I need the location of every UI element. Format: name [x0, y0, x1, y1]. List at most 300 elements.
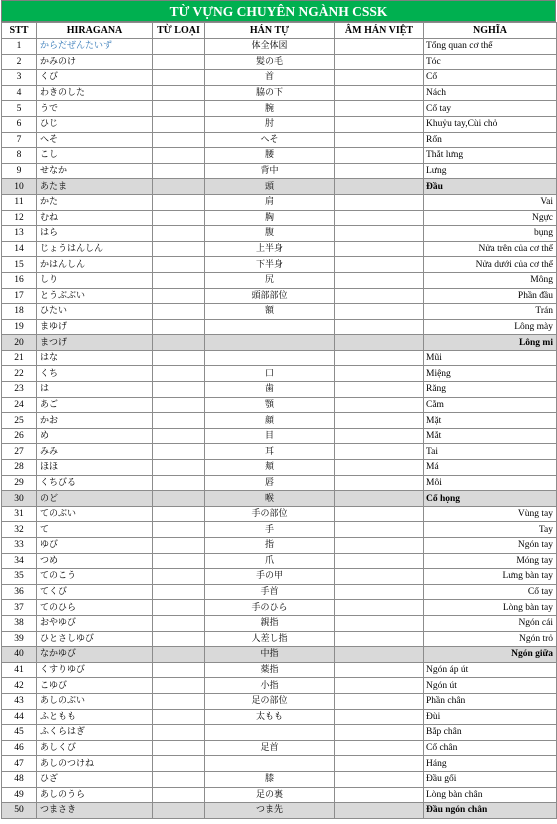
- tu-loai-cell: [153, 631, 205, 647]
- tu-loai-cell: [153, 771, 205, 787]
- nghia-cell: Nửa dưới của cơ thể: [424, 257, 557, 273]
- tu-loai-cell: [153, 538, 205, 554]
- table-row: [2, 397, 557, 413]
- nghia-cell: Mặt: [424, 413, 557, 429]
- am-han-viet-cell: [335, 600, 424, 616]
- am-han-viet-cell: [335, 553, 424, 569]
- han-tu-cell: 腕: [205, 101, 335, 117]
- nghia-cell: Tai: [424, 444, 557, 460]
- hiragana-cell: からだぜんたいず: [37, 39, 153, 55]
- hiragana-cell: てのこう: [37, 569, 153, 585]
- hiragana-cell: め: [37, 428, 153, 444]
- am-han-viet-cell: [335, 163, 424, 179]
- am-han-viet-cell: [335, 803, 424, 819]
- han-tu-cell: 歯: [205, 382, 335, 398]
- hiragana-cell: かみのけ: [37, 54, 153, 70]
- han-tu-cell: 髪の毛: [205, 54, 335, 70]
- han-tu-cell: 手のひら: [205, 600, 335, 616]
- stt-cell: 38: [2, 615, 37, 631]
- table-row: [2, 522, 557, 538]
- han-tu-cell: 人差し指: [205, 631, 335, 647]
- nghia-cell: Bắp chân: [424, 725, 557, 741]
- stt-cell: 43: [2, 693, 37, 709]
- table-row: [2, 210, 557, 226]
- table-row: [2, 132, 557, 148]
- tu-loai-cell: [153, 475, 205, 491]
- han-tu-cell: 額: [205, 304, 335, 320]
- nghia-cell: Cổ chân: [424, 740, 557, 756]
- stt-cell: 3: [2, 70, 37, 86]
- am-han-viet-cell: [335, 116, 424, 132]
- table-row: [2, 350, 557, 366]
- nghia-cell: Háng: [424, 756, 557, 772]
- stt-cell: 35: [2, 569, 37, 585]
- hiragana-cell: ほほ: [37, 460, 153, 476]
- table-row: [2, 226, 557, 242]
- hiragana-cell: おやゆび: [37, 615, 153, 631]
- table-row: [2, 709, 557, 725]
- tu-loai-cell: [153, 163, 205, 179]
- han-tu-cell: 中指: [205, 647, 335, 663]
- tu-loai-cell: [153, 101, 205, 117]
- hiragana-cell: まゆげ: [37, 319, 153, 335]
- table-row: [2, 163, 557, 179]
- am-han-viet-cell: [335, 304, 424, 320]
- nghia-cell: Thắt lưng: [424, 148, 557, 164]
- nghia-cell: Trán: [424, 304, 557, 320]
- tu-loai-cell: [153, 194, 205, 210]
- table-row: [2, 538, 557, 554]
- am-han-viet-cell: [335, 132, 424, 148]
- stt-cell: 39: [2, 631, 37, 647]
- tu-loai-cell: [153, 709, 205, 725]
- nghia-cell: Phần đầu: [424, 288, 557, 304]
- table-row: [2, 70, 557, 86]
- han-tu-cell: [205, 319, 335, 335]
- am-han-viet-cell: [335, 70, 424, 86]
- tu-loai-cell: [153, 366, 205, 382]
- nghia-cell: Cổ họng: [424, 491, 557, 507]
- han-tu-cell: 指: [205, 538, 335, 554]
- hiragana-cell: くすりゆび: [37, 662, 153, 678]
- stt-cell: 19: [2, 319, 37, 335]
- han-tu-cell: [205, 335, 335, 351]
- am-han-viet-cell: [335, 350, 424, 366]
- stt-cell: 9: [2, 163, 37, 179]
- am-han-viet-cell: [335, 506, 424, 522]
- tu-loai-cell: [153, 553, 205, 569]
- nghia-cell: Răng: [424, 382, 557, 398]
- am-han-viet-cell: [335, 522, 424, 538]
- tu-loai-cell: [153, 506, 205, 522]
- am-han-viet-cell: [335, 787, 424, 803]
- tu-loai-cell: [153, 288, 205, 304]
- am-han-viet-cell: [335, 444, 424, 460]
- am-han-viet-cell: [335, 538, 424, 554]
- stt-cell: 12: [2, 210, 37, 226]
- hiragana-cell: あしくび: [37, 740, 153, 756]
- han-tu-cell: つま先: [205, 803, 335, 819]
- tu-loai-cell: [153, 787, 205, 803]
- han-tu-cell: 首: [205, 70, 335, 86]
- hiragana-cell: くちびる: [37, 475, 153, 491]
- han-tu-cell: 脇の下: [205, 85, 335, 101]
- nghia-cell: Lông mày: [424, 319, 557, 335]
- han-tu-cell: 背中: [205, 163, 335, 179]
- table-row: [2, 771, 557, 787]
- stt-cell: 6: [2, 116, 37, 132]
- tu-loai-cell: [153, 803, 205, 819]
- table-row: [2, 460, 557, 476]
- hiragana-cell: むね: [37, 210, 153, 226]
- han-tu-cell: 目: [205, 428, 335, 444]
- am-han-viet-cell: [335, 678, 424, 694]
- han-tu-cell: 耳: [205, 444, 335, 460]
- hiragana-cell: へそ: [37, 132, 153, 148]
- am-han-viet-cell: [335, 631, 424, 647]
- am-han-viet-cell: [335, 584, 424, 600]
- table-header-row: [2, 23, 557, 39]
- table-row: [2, 428, 557, 444]
- table-row: [2, 725, 557, 741]
- tu-loai-cell: [153, 444, 205, 460]
- tu-loai-cell: [153, 39, 205, 55]
- am-han-viet-cell: [335, 257, 424, 273]
- nghia-cell: Miệng: [424, 366, 557, 382]
- am-han-viet-cell: [335, 85, 424, 101]
- am-han-viet-cell: [335, 210, 424, 226]
- tu-loai-cell: [153, 382, 205, 398]
- am-han-viet-cell: [335, 288, 424, 304]
- tu-loai-cell: [153, 662, 205, 678]
- stt-cell: 36: [2, 584, 37, 600]
- tu-loai-cell: [153, 304, 205, 320]
- tu-loai-cell: [153, 241, 205, 257]
- stt-cell: 50: [2, 803, 37, 819]
- hiragana-cell: あたま: [37, 179, 153, 195]
- header-han-tu: HÁN TỰ: [205, 23, 335, 39]
- stt-cell: 7: [2, 132, 37, 148]
- hiragana-cell: つまさき: [37, 803, 153, 819]
- tu-loai-cell: [153, 226, 205, 242]
- tu-loai-cell: [153, 319, 205, 335]
- tu-loai-cell: [153, 522, 205, 538]
- han-tu-cell: 手の甲: [205, 569, 335, 585]
- nghia-cell: Nửa trên của cơ thể: [424, 241, 557, 257]
- hiragana-cell: あしのつけね: [37, 756, 153, 772]
- table-row: [2, 569, 557, 585]
- am-han-viet-cell: [335, 693, 424, 709]
- stt-cell: 49: [2, 787, 37, 803]
- nghia-cell: Tay: [424, 522, 557, 538]
- am-han-viet-cell: [335, 475, 424, 491]
- nghia-cell: Cổ tay: [424, 584, 557, 600]
- am-han-viet-cell: [335, 366, 424, 382]
- table-row: [2, 413, 557, 429]
- hiragana-cell: てのぶい: [37, 506, 153, 522]
- nghia-cell: Mông: [424, 272, 557, 288]
- nghia-cell: Lưng bàn tay: [424, 569, 557, 585]
- am-han-viet-cell: [335, 241, 424, 257]
- han-tu-cell: へそ: [205, 132, 335, 148]
- tu-loai-cell: [153, 647, 205, 663]
- hiragana-cell: かお: [37, 413, 153, 429]
- han-tu-cell: 上半身: [205, 241, 335, 257]
- stt-cell: 31: [2, 506, 37, 522]
- hiragana-cell: じょうはんしん: [37, 241, 153, 257]
- table-row: [2, 662, 557, 678]
- hiragana-cell: せなか: [37, 163, 153, 179]
- nghia-cell: Ngón áp út: [424, 662, 557, 678]
- nghia-cell: Ngón tay: [424, 538, 557, 554]
- stt-cell: 14: [2, 241, 37, 257]
- tu-loai-cell: [153, 600, 205, 616]
- han-tu-cell: [205, 756, 335, 772]
- han-tu-cell: 太もも: [205, 709, 335, 725]
- han-tu-cell: 喉: [205, 491, 335, 507]
- hiragana-cell: ふくらはぎ: [37, 725, 153, 741]
- table-row: [2, 803, 557, 819]
- am-han-viet-cell: [335, 771, 424, 787]
- table-row: [2, 553, 557, 569]
- stt-cell: 27: [2, 444, 37, 460]
- tu-loai-cell: [153, 85, 205, 101]
- nghia-cell: Má: [424, 460, 557, 476]
- am-han-viet-cell: [335, 569, 424, 585]
- nghia-cell: Mũi: [424, 350, 557, 366]
- han-tu-cell: 肩: [205, 194, 335, 210]
- am-han-viet-cell: [335, 272, 424, 288]
- tu-loai-cell: [153, 693, 205, 709]
- tu-loai-cell: [153, 70, 205, 86]
- nghia-cell: Mắt: [424, 428, 557, 444]
- am-han-viet-cell: [335, 148, 424, 164]
- tu-loai-cell: [153, 740, 205, 756]
- nghia-cell: Môi: [424, 475, 557, 491]
- stt-cell: 33: [2, 538, 37, 554]
- am-han-viet-cell: [335, 194, 424, 210]
- hiragana-cell: くび: [37, 70, 153, 86]
- hiragana-cell: しり: [37, 272, 153, 288]
- stt-cell: 48: [2, 771, 37, 787]
- stt-cell: 41: [2, 662, 37, 678]
- nghia-cell: Ngón út: [424, 678, 557, 694]
- table-row: [2, 647, 557, 663]
- hiragana-cell: つめ: [37, 553, 153, 569]
- hiragana-cell: なかゆび: [37, 647, 153, 663]
- am-han-viet-cell: [335, 397, 424, 413]
- stt-cell: 30: [2, 491, 37, 507]
- am-han-viet-cell: [335, 319, 424, 335]
- tu-loai-cell: [153, 54, 205, 70]
- table-row: [2, 319, 557, 335]
- hiragana-cell: ひたい: [37, 304, 153, 320]
- han-tu-cell: [205, 725, 335, 741]
- han-tu-cell: 頭: [205, 179, 335, 195]
- table-row: [2, 382, 557, 398]
- hiragana-cell: はら: [37, 226, 153, 242]
- nghia-cell: Ngón trỏ: [424, 631, 557, 647]
- am-han-viet-cell: [335, 179, 424, 195]
- table-row: [2, 615, 557, 631]
- table-row: [2, 584, 557, 600]
- hiragana-cell: てくび: [37, 584, 153, 600]
- stt-cell: 4: [2, 85, 37, 101]
- table-row: [2, 54, 557, 70]
- stt-cell: 28: [2, 460, 37, 476]
- han-tu-cell: 肘: [205, 116, 335, 132]
- han-tu-cell: 頬: [205, 460, 335, 476]
- nghia-cell: Đầu ngón chân: [424, 803, 557, 819]
- table-row: [2, 148, 557, 164]
- stt-cell: 42: [2, 678, 37, 694]
- hiragana-cell: ひざ: [37, 771, 153, 787]
- han-tu-cell: 胸: [205, 210, 335, 226]
- stt-cell: 20: [2, 335, 37, 351]
- stt-cell: 45: [2, 725, 37, 741]
- nghia-cell: Đầu gối: [424, 771, 557, 787]
- han-tu-cell: 爪: [205, 553, 335, 569]
- table-row: [2, 631, 557, 647]
- am-han-viet-cell: [335, 382, 424, 398]
- table-row: [2, 693, 557, 709]
- tu-loai-cell: [153, 350, 205, 366]
- hiragana-cell: まつげ: [37, 335, 153, 351]
- table-row: [2, 444, 557, 460]
- tu-loai-cell: [153, 569, 205, 585]
- nghia-cell: Đùi: [424, 709, 557, 725]
- table-row: [2, 506, 557, 522]
- hiragana-cell: あしのうら: [37, 787, 153, 803]
- stt-cell: 16: [2, 272, 37, 288]
- table-row: [2, 179, 557, 195]
- han-tu-cell: 膝: [205, 771, 335, 787]
- am-han-viet-cell: [335, 647, 424, 663]
- tu-loai-cell: [153, 116, 205, 132]
- table-row: [2, 39, 557, 55]
- table-row: [2, 335, 557, 351]
- hiragana-cell: わきのした: [37, 85, 153, 101]
- tu-loai-cell: [153, 725, 205, 741]
- am-han-viet-cell: [335, 460, 424, 476]
- stt-cell: 26: [2, 428, 37, 444]
- hiragana-cell: のど: [37, 491, 153, 507]
- han-tu-cell: 小指: [205, 678, 335, 694]
- am-han-viet-cell: [335, 101, 424, 117]
- hiragana-cell: てのひら: [37, 600, 153, 616]
- tu-loai-cell: [153, 428, 205, 444]
- nghia-cell: Vai: [424, 194, 557, 210]
- nghia-cell: Cổ tay: [424, 101, 557, 117]
- han-tu-cell: 体全体図: [205, 39, 335, 55]
- tu-loai-cell: [153, 584, 205, 600]
- tu-loai-cell: [153, 148, 205, 164]
- hiragana-cell: こし: [37, 148, 153, 164]
- nghia-cell: Phần chân: [424, 693, 557, 709]
- han-tu-cell: [205, 350, 335, 366]
- stt-cell: 21: [2, 350, 37, 366]
- table-row: [2, 600, 557, 616]
- tu-loai-cell: [153, 397, 205, 413]
- hiragana-cell: こゆび: [37, 678, 153, 694]
- nghia-cell: Vùng tay: [424, 506, 557, 522]
- hiragana-cell: ひじ: [37, 116, 153, 132]
- hiragana-cell: うで: [37, 101, 153, 117]
- stt-cell: 5: [2, 101, 37, 117]
- table-body: [2, 39, 557, 819]
- han-tu-cell: 下半身: [205, 257, 335, 273]
- am-han-viet-cell: [335, 709, 424, 725]
- table-row: [2, 241, 557, 257]
- table-row: [2, 491, 557, 507]
- hiragana-cell: かはんしん: [37, 257, 153, 273]
- stt-cell: 13: [2, 226, 37, 242]
- hiragana-cell: あしのぶい: [37, 693, 153, 709]
- vocabulary-sheet: [1, 0, 556, 819]
- am-han-viet-cell: [335, 725, 424, 741]
- tu-loai-cell: [153, 257, 205, 273]
- tu-loai-cell: [153, 491, 205, 507]
- han-tu-cell: 腰: [205, 148, 335, 164]
- tu-loai-cell: [153, 678, 205, 694]
- hiragana-cell: は: [37, 382, 153, 398]
- am-han-viet-cell: [335, 413, 424, 429]
- table-row: [2, 366, 557, 382]
- am-han-viet-cell: [335, 662, 424, 678]
- nghia-cell: Nách: [424, 85, 557, 101]
- nghia-cell: Cằm: [424, 397, 557, 413]
- nghia-cell: Lưng: [424, 163, 557, 179]
- han-tu-cell: 唇: [205, 475, 335, 491]
- table-row: [2, 116, 557, 132]
- hiragana-cell: ひとさしゆび: [37, 631, 153, 647]
- am-han-viet-cell: [335, 54, 424, 70]
- nghia-cell: Ngón cái: [424, 615, 557, 631]
- han-tu-cell: 顎: [205, 397, 335, 413]
- nghia-cell: Khuỷu tay,Cùi chỏ: [424, 116, 557, 132]
- nghia-cell: Tổng quan cơ thể: [424, 39, 557, 55]
- header-am-han-viet: ÂM HÁN VIỆT: [335, 23, 424, 39]
- stt-cell: 23: [2, 382, 37, 398]
- han-tu-cell: 手首: [205, 584, 335, 600]
- han-tu-cell: 足の部位: [205, 693, 335, 709]
- tu-loai-cell: [153, 272, 205, 288]
- hiragana-cell: みみ: [37, 444, 153, 460]
- am-han-viet-cell: [335, 428, 424, 444]
- hiragana-cell: ふともも: [37, 709, 153, 725]
- am-han-viet-cell: [335, 615, 424, 631]
- stt-cell: 15: [2, 257, 37, 273]
- stt-cell: 22: [2, 366, 37, 382]
- tu-loai-cell: [153, 460, 205, 476]
- table-row: [2, 756, 557, 772]
- hiragana-cell: はな: [37, 350, 153, 366]
- hiragana-cell: とうぶぶい: [37, 288, 153, 304]
- nghia-cell: Đầu: [424, 179, 557, 195]
- stt-cell: 24: [2, 397, 37, 413]
- hiragana-cell: て: [37, 522, 153, 538]
- nghia-cell: Ngón giữa: [424, 647, 557, 663]
- stt-cell: 47: [2, 756, 37, 772]
- nghia-cell: bụng: [424, 226, 557, 242]
- tu-loai-cell: [153, 179, 205, 195]
- table-row: [2, 272, 557, 288]
- nghia-cell: Lông mi: [424, 335, 557, 351]
- han-tu-cell: 手: [205, 522, 335, 538]
- han-tu-cell: 顔: [205, 413, 335, 429]
- am-han-viet-cell: [335, 740, 424, 756]
- nghia-cell: Cổ: [424, 70, 557, 86]
